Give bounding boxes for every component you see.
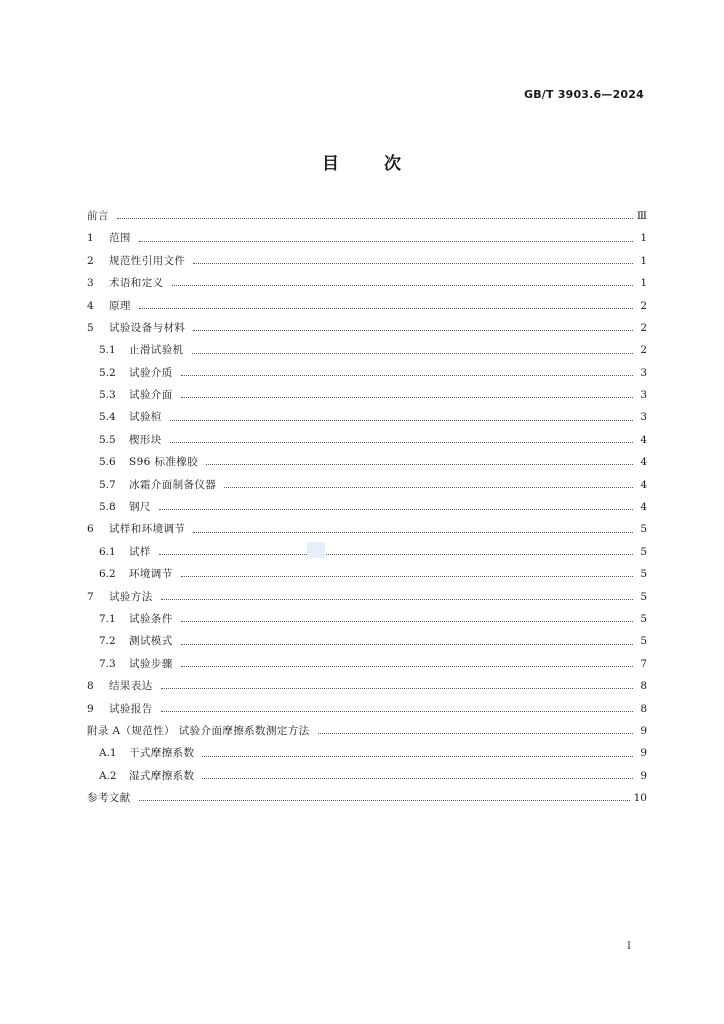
toc-dot-leader (318, 732, 633, 734)
toc-entry-number: 2 (87, 254, 94, 267)
toc-dot-leader (193, 262, 633, 264)
toc-entry-label: 原理 (109, 299, 131, 312)
toc-entry[interactable] (87, 698, 647, 720)
toc-entry-page: 9 (640, 747, 647, 760)
toc-entry-page: 10 (633, 792, 647, 805)
toc-dot-leader (139, 307, 633, 309)
toc-entry[interactable] (87, 362, 647, 384)
toc-dot-leader (181, 575, 633, 577)
toc-list (87, 205, 647, 810)
toc-entry-page: 2 (640, 321, 647, 334)
toc-entry-label: 试验介面 (129, 389, 173, 402)
toc-entry-page: 1 (640, 254, 647, 267)
toc-entry-page: 4 (640, 501, 647, 514)
toc-entry[interactable] (87, 496, 647, 518)
toc-dot-leader (170, 441, 633, 443)
toc-dot-leader (181, 643, 633, 645)
toc-dot-leader (117, 217, 633, 219)
toc-entry-label: 测试模式 (129, 635, 173, 648)
toc-dot-leader (172, 284, 634, 286)
toc-dot-leader (202, 755, 633, 757)
toc-entry-page: 3 (640, 411, 647, 424)
toc-entry[interactable] (87, 407, 647, 429)
toc-entry[interactable] (87, 765, 647, 787)
page-number: I (627, 941, 631, 952)
toc-entry-label: 止滑试验机 (129, 344, 184, 357)
toc-entry-number: 6.1 (99, 545, 116, 558)
toc-entry-number: 5.6 (99, 456, 116, 469)
toc-entry-label: 环境调节 (129, 568, 173, 581)
toc-dot-leader (170, 419, 633, 421)
toc-entry[interactable] (87, 474, 647, 496)
toc-entry-label: 楔形块 (129, 433, 162, 446)
toc-dot-leader (159, 508, 633, 510)
toc-entry-number: 5.8 (99, 501, 116, 514)
toc-dot-leader (206, 463, 633, 465)
toc-entry-page: 5 (640, 545, 647, 558)
toc-entry[interactable] (87, 720, 647, 742)
toc-dot-leader (192, 352, 634, 354)
toc-dot-leader (224, 486, 633, 488)
toc-entry-number: 9 (87, 702, 94, 715)
toc-entry-number: 7.3 (99, 657, 116, 670)
toc-entry[interactable] (87, 295, 647, 317)
toc-dot-leader (193, 531, 633, 533)
toc-entry-page: 5 (640, 523, 647, 536)
toc-entry-page: 1 (640, 277, 647, 290)
toc-entry-page: 2 (640, 344, 647, 357)
toc-entry-label: 冰霜介面制备仪器 (129, 478, 217, 491)
toc-dot-leader (181, 374, 633, 376)
toc-entry-number: 5.3 (99, 389, 116, 402)
toc-entry-page: 5 (640, 635, 647, 648)
toc-entry-number: A.2 (99, 769, 117, 782)
toc-entry-page: 9 (640, 769, 647, 782)
toc-entry-number: 6 (87, 523, 94, 536)
toc-entry[interactable] (87, 518, 647, 540)
toc-title (0, 149, 724, 174)
toc-entry[interactable] (87, 339, 647, 361)
toc-dot-leader (193, 329, 633, 331)
toc-title-part2: 次 (384, 154, 402, 174)
toc-entry-number: 1 (87, 232, 94, 245)
toc-entry-number: A.1 (99, 747, 117, 760)
toc-entry-number: 5.2 (99, 366, 116, 379)
toc-entry-page: 1 (640, 232, 647, 245)
standard-code: GB/T 3903.6—2024 (523, 88, 644, 101)
toc-dot-leader (202, 777, 633, 779)
toc-entry[interactable] (87, 384, 647, 406)
toc-entry[interactable] (87, 429, 647, 451)
toc-entry-page: Ⅲ (636, 209, 647, 222)
toc-entry-page: 8 (640, 702, 647, 715)
toc-dot-leader (159, 553, 633, 555)
toc-title-part1: 目 (322, 154, 340, 174)
toc-dot-leader (161, 710, 633, 712)
toc-entry-number: 8 (87, 680, 94, 693)
toc-entry-label: 试样 (129, 545, 151, 558)
toc-entry-label: 参考文献 (87, 792, 131, 805)
toc-entry-number: 5.4 (99, 411, 116, 424)
toc-dot-leader (161, 598, 633, 600)
toc-entry-number: 5.7 (99, 478, 116, 491)
toc-dot-leader (181, 396, 633, 398)
toc-entry[interactable] (87, 250, 647, 272)
toc-dot-leader (161, 687, 633, 689)
toc-entry-label: 试验介质 (129, 366, 173, 379)
toc-entry-page: 4 (640, 456, 647, 469)
toc-entry-label: 术语和定义 (109, 277, 164, 290)
toc-entry-label: 附录 A（规范性） 试验介面摩擦系数测定方法 (87, 724, 310, 737)
toc-entry-label: 试验条件 (129, 612, 173, 625)
toc-entry[interactable] (87, 272, 647, 294)
toc-entry-page: 5 (640, 568, 647, 581)
toc-entry-number: 5.5 (99, 433, 116, 446)
toc-entry-page: 3 (640, 366, 647, 379)
toc-entry[interactable] (87, 205, 647, 227)
toc-entry-label: 试验步骤 (129, 657, 173, 670)
toc-entry-number: 3 (87, 277, 94, 290)
toc-entry-number: 4 (87, 299, 94, 312)
toc-entry-page: 3 (640, 389, 647, 402)
toc-entry-label: 结果表达 (109, 680, 153, 693)
toc-entry-page: 4 (640, 433, 647, 446)
toc-entry[interactable] (87, 586, 647, 608)
toc-dot-leader (181, 620, 633, 622)
toc-entry-number: 7 (87, 590, 94, 603)
toc-entry[interactable] (87, 451, 647, 473)
toc-entry-number: 6.2 (99, 568, 116, 581)
toc-entry[interactable] (87, 675, 647, 697)
toc-entry-label: 试验设备与材料 (109, 321, 186, 334)
toc-entry-label: 规范性引用文件 (109, 254, 186, 267)
toc-entry[interactable] (87, 742, 647, 764)
toc-entry[interactable] (87, 563, 647, 585)
toc-entry-number: 5 (87, 321, 94, 334)
toc-entry-label: 钢尺 (129, 501, 151, 514)
toc-entry-page: 5 (640, 612, 647, 625)
toc-entry-label: 湿式摩擦系数 (129, 769, 195, 782)
toc-entry-page: 7 (640, 657, 647, 670)
toc-entry[interactable] (87, 787, 647, 809)
toc-entry-number: 7.1 (99, 612, 116, 625)
toc-dot-leader (139, 799, 630, 801)
toc-entry-label: S96 标准橡胶 (129, 456, 199, 469)
toc-entry-label: 范围 (109, 232, 131, 245)
toc-entry-label: 试样和环境调节 (109, 523, 186, 536)
selection-highlight (307, 542, 325, 558)
toc-entry[interactable] (87, 317, 647, 339)
toc-entry-page: 4 (640, 478, 647, 491)
toc-entry-label: 试验方法 (109, 590, 153, 603)
toc-entry-number: 5.1 (99, 344, 116, 357)
toc-entry-label: 前言 (87, 209, 109, 222)
toc-dot-leader (139, 240, 633, 242)
toc-entry-page: 2 (640, 299, 647, 312)
toc-entry-label: 试验报告 (109, 702, 153, 715)
toc-entry[interactable] (87, 630, 647, 652)
toc-entry[interactable] (87, 608, 647, 630)
toc-entry[interactable] (87, 541, 647, 563)
toc-entry-number: 7.2 (99, 635, 116, 648)
toc-entry-label: 干式摩擦系数 (129, 747, 195, 760)
toc-entry[interactable] (87, 653, 647, 675)
toc-entry-page: 5 (640, 590, 647, 603)
toc-dot-leader (181, 665, 633, 667)
toc-entry-label: 试验楦 (129, 411, 162, 424)
toc-entry[interactable] (87, 227, 647, 249)
toc-entry-page: 9 (640, 724, 647, 737)
toc-entry-page: 8 (640, 680, 647, 693)
